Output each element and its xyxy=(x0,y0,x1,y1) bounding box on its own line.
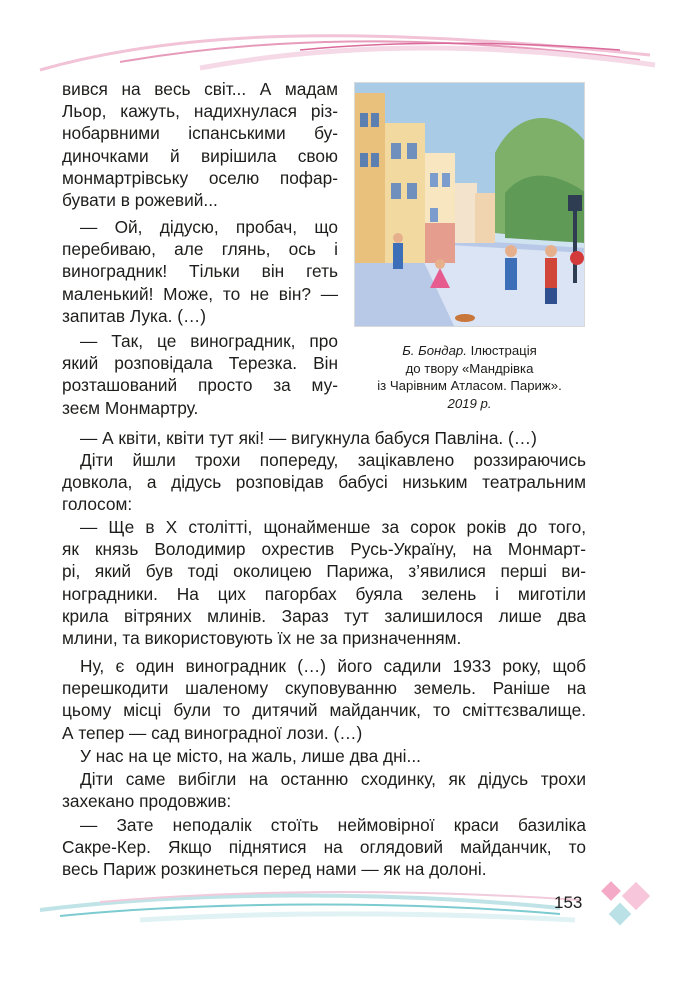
text-line: зеєм Монмартру. xyxy=(62,397,199,418)
diamond-decoration-icon xyxy=(596,880,660,930)
text-line: захекано продовжив: xyxy=(62,791,232,812)
caption-line-1 xyxy=(354,342,585,360)
text-line: який розповідала Терезка. Він xyxy=(62,353,338,374)
bottom-swoosh-decoration xyxy=(0,880,689,940)
text-line: монмартрівську оселю пофар- xyxy=(62,167,338,188)
text-line: як князь Володимир охрестив Русь-Україну, на Монмарт- xyxy=(62,539,586,560)
text-line: — Ще в X столітті, щонайменше за сорок років до того, xyxy=(80,517,586,537)
text-line: перебиваю, але глянь, ось і xyxy=(62,239,338,260)
paragraph-3 xyxy=(62,330,338,419)
text-line: А тепер — сад виноградної лози. (…) xyxy=(62,722,363,743)
text-line: Діти саме вибігли на останню сходинку, як дідусь трохи xyxy=(80,769,586,789)
caption-year xyxy=(354,395,585,413)
caption-line-3: із Чарівним Атласом. Париж». xyxy=(377,378,562,393)
paris-street-illustration xyxy=(354,82,585,327)
text-line: Ну, є один виноградник (…) його садили 1933 року, щоб xyxy=(80,656,586,676)
text-line: ноградники. На цих пагорбах буяла зелень і миготіли xyxy=(62,583,586,604)
text-line: — Так, це виноградник, про xyxy=(80,331,338,351)
text-line: бувати в рожевий... xyxy=(62,190,218,211)
text-line: нобарвними іспанськими бу- xyxy=(62,123,338,144)
paragraph-6 xyxy=(62,516,586,649)
paragraph-5 xyxy=(62,449,586,516)
text-line: млини, та використовують їх не за призначенням. xyxy=(62,628,462,649)
caption-line-2: до твору «Мандрівка xyxy=(405,360,534,376)
paragraph-1 xyxy=(62,78,338,211)
text-line: крила вітряних млинів. Зараз тут залишилося лише два xyxy=(62,605,586,626)
text-line: виноградник! Тільки він геть xyxy=(62,261,338,282)
paragraph-8 xyxy=(62,745,586,767)
text-line: — А квіти, квіти тут які! — вигукнула бабуся Павліна. (…) xyxy=(80,428,537,448)
text-line: маленький! Може, то не він? — xyxy=(62,283,338,304)
paragraph-4 xyxy=(62,427,586,449)
paragraph-2 xyxy=(62,216,338,327)
paris-street-icon xyxy=(355,83,585,327)
text-line: Діти йшли трохи попереду, зацікавлено роззираючись xyxy=(80,450,586,470)
text-line: довкола, а дідусь розповідав бабусі низьким театральним xyxy=(62,472,586,493)
caption-line-1-rest: Ілюстрація xyxy=(466,343,537,358)
caption-year-text: 2019 р. xyxy=(447,395,492,411)
paragraph-9 xyxy=(62,768,586,812)
caption-author: Б. Бондар. xyxy=(402,343,467,358)
paragraph-7 xyxy=(62,655,586,744)
illustration-caption xyxy=(354,342,585,412)
text-line: Сакре-Кер. Якщо піднятися на оглядовий майданчик, то xyxy=(62,837,586,858)
text-line: диночками й вирішила свою xyxy=(62,145,338,166)
text-line: розташований просто за му- xyxy=(62,375,338,396)
text-line: перешкодити шаленому скуповуванню земель. Раніше на xyxy=(62,678,586,699)
text-line: вився на весь світ... А мадам xyxy=(62,79,338,99)
text-line: голосом: xyxy=(62,494,133,515)
text-line: весь Париж розкинеться перед нами — як на долоні. xyxy=(62,859,487,880)
text-line: — Зате неподалік стоїть неймовірної краси базиліка xyxy=(80,815,586,835)
text-line: цьому місці були то дитячий майданчик, то сміттєзвалище. xyxy=(62,700,586,721)
text-line: запитав Лука. (…) xyxy=(62,305,206,326)
text-line: рі, який був тоді околицею Парижа, з’явилися перші ви- xyxy=(62,561,586,582)
paragraph-10 xyxy=(62,814,586,881)
text-line: Льор, кажуть, надихнулася різ- xyxy=(62,101,338,122)
text-line: У нас на це місто, на жаль, лише два дні... xyxy=(80,746,421,766)
page-number: 153 xyxy=(554,893,583,912)
text-line: — Ой, дідусю, пробач, що xyxy=(80,217,338,237)
